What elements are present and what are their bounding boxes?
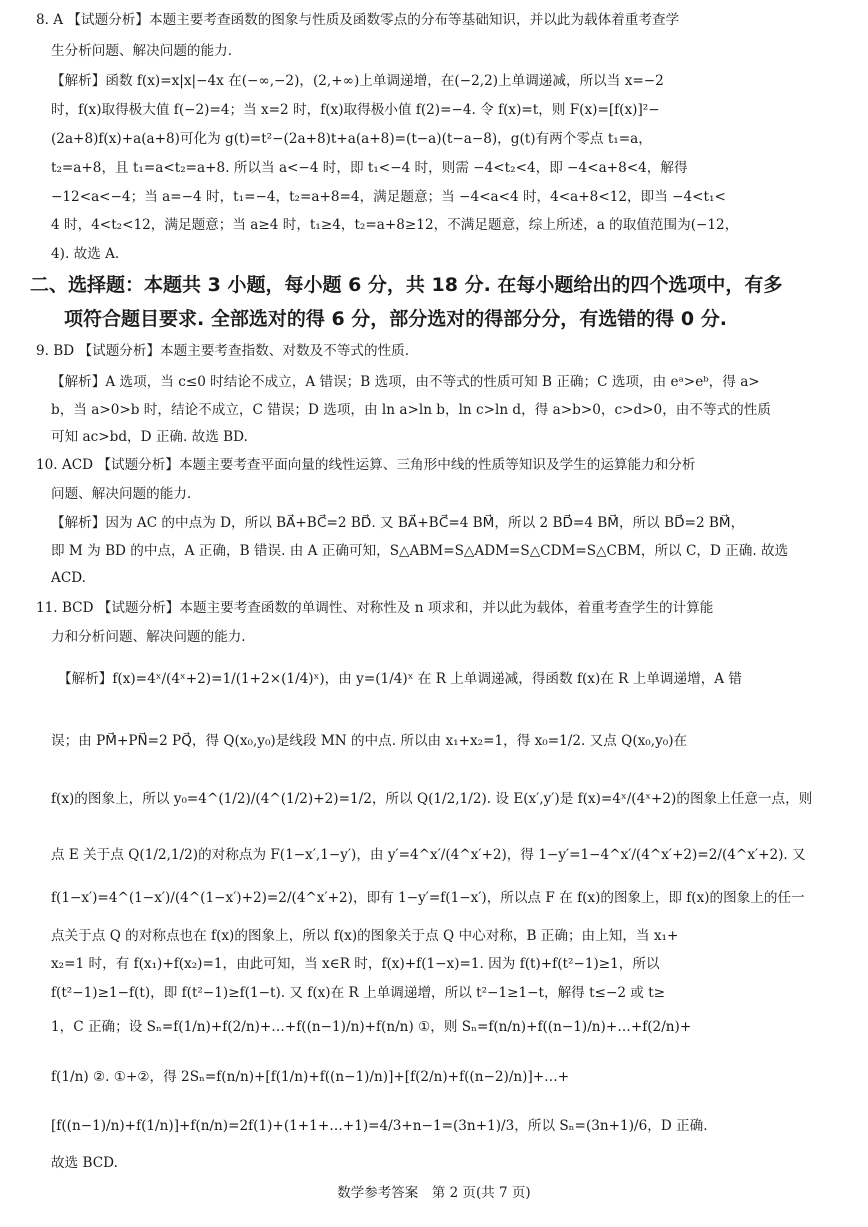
- problem-8-line: 【解析】函数 f(x)=x|x|−4x 在(−∞,−2)，(2,+∞)上单调递增，在(−2,2)上单调递减，所以当 x=−2: [51, 73, 664, 89]
- problem-8-line: 8. A 【试题分析】本题主要考查函数的图象与性质及函数零点的分布等基础知识，并以此为载体着重考查学: [36, 12, 680, 28]
- problem-11-line: f(1/n) ②. ①+②，得 2Sₙ=f(n/n)+[f(1/n)+f((n−1)/n)]+[f(2/n)+f((n−2)/n)]+…+: [51, 1069, 570, 1085]
- problem-11-line: 故选 BCD.: [51, 1155, 118, 1171]
- problem-10-line: 【解析】因为 AC 的中点为 D，所以 BA⃗+BC⃗=2 BD⃗. 又 BA⃗+BC⃗=4 BM⃗，所以 2 BD⃗=4 BM⃗，所以 BD⃗=2 BM⃗，: [51, 515, 745, 531]
- section-heading-line: 二、选择题：本题共 3 小题，每小题 6 分，共 18 分. 在每小题给出的四个选项中，有多: [30, 274, 783, 296]
- problem-11-line: f(t²−1)≥1−f(t)，即 f(t²−1)≥f(1−t). 又 f(x)在 R 上单调递增，所以 t²−1≥1−t，解得 t≤−2 或 t≥: [51, 985, 666, 1001]
- problem-11-line: 力和分析问题、解决问题的能力.: [51, 629, 246, 645]
- problem-8-line: (2a+8)f(x)+a(a+8)可化为 g(t)=t²−(2a+8)t+a(a+8)=(t−a)(t−a−8)，g(t)有两个零点 t₁=a，: [51, 131, 652, 147]
- problem-10-line: 10. ACD 【试题分析】本题主要考查平面向量的线性运算、三角形中线的性质等知识及学生的运算能力和分析: [36, 457, 696, 473]
- problem-10-line: 问题、解决问题的能力.: [51, 486, 192, 502]
- problem-11-line: 误；由 PM⃗+PN⃗=2 PQ⃗，得 Q(x₀,y₀)是线段 MN 的中点. 所以由 x₁+x₂=1，得 x₀=1/2. 又点 Q(x₀,y₀)在: [51, 733, 688, 749]
- page-footer: 数学参考答案 第 2 页(共 7 页): [337, 1185, 531, 1201]
- problem-9-line: 可知 ac>bd，D 正确. 故选 BD.: [51, 429, 248, 445]
- problem-8-line: t₂=a+8，且 t₁=a<t₂=a+8. 所以当 a<−4 时，即 t₁<−4 时，则需 −4<t₂<4，即 −4<a+8<4，解得: [51, 160, 688, 176]
- problem-8-line: 4). 故选 A.: [51, 246, 120, 262]
- problem-8-line: 生分析问题、解决问题的能力.: [51, 43, 233, 59]
- problem-11-line: 1，C 正确；设 Sₙ=f(1/n)+f(2/n)+…+f((n−1)/n)+f(n/n) ①，则 Sₙ=f(n/n)+f((n−1)/n)+…+f(2/n)+: [51, 1019, 692, 1035]
- problem-11-line: 11. BCD 【试题分析】本题主要考查函数的单调性、对称性及 n 项求和，并以此为载体，着重考查学生的计算能: [36, 600, 714, 616]
- problem-10-line: 即 M 为 BD 的中点，A 正确，B 错误. 由 A 正确可知，S△ABM=S△ADM=S△CDM=S△CBM，所以 C，D 正确. 故选: [51, 543, 789, 559]
- problem-8-line: 4 时，4<t₂<12，满足题意；当 a≥4 时，t₁≥4，t₂=a+8≥12，不满足题意，综上所述，a 的取值范围为(−12，: [51, 217, 739, 233]
- problem-11-line: 【解析】f(x)=4ˣ/(4ˣ+2)=1/(1+2×(1/4)ˣ)，由 y=(1/4)ˣ 在 R 上单调递减，得函数 f(x)在 R 上单调递增，A 错: [58, 671, 743, 687]
- problem-11-line: f(x)的图象上，所以 y₀=4^(1/2)/(4^(1/2)+2)=1/2，所以 Q(1/2,1/2). 设 E(x′,y′)是 f(x)=4ˣ/(4ˣ+2)的图象上任意一点，则: [51, 791, 813, 807]
- problem-9-line: 9. BD 【试题分析】本题主要考查指数、对数及不等式的性质.: [36, 343, 410, 359]
- problem-11-line: [f((n−1)/n)+f(1/n)]+f(n/n)=2f(1)+(1+1+…+1)=4/3+n−1=(3n+1)/3，所以 Sₙ=(3n+1)/6，D 正确.: [51, 1118, 708, 1134]
- problem-9-line: 【解析】A 选项，当 c≤0 时结论不成立，A 错误；B 选项，由不等式的性质可知 B 正确；C 选项，由 eᵃ>eᵇ，得 a>: [51, 374, 760, 390]
- problem-8-line: −12<a<−4；当 a=−4 时，t₁=−4，t₂=a+8=4，满足题意；当 −4<a<4 时，4<a+8<12，即当 −4<t₁<: [51, 189, 726, 205]
- problem-8-line: 时，f(x)取得极大值 f(−2)=4；当 x=2 时，f(x)取得极小值 f(2)=−4. 令 f(x)=t，则 F(x)=[f(x)]²−: [51, 102, 660, 118]
- problem-9-line: b，当 a>0>b 时，结论不成立，C 错误；D 选项，由 ln a>ln b，ln c>ln d，得 a>b>0，c>d>0，由不等式的性质: [51, 402, 771, 418]
- problem-11-line: f(1−x′)=4^(1−x′)/(4^(1−x′)+2)=2/(4^x′+2)，即有 1−y′=f(1−x′)，所以点 F 在 f(x)的图象上，即 f(x)的图象上的任一: [51, 890, 805, 906]
- problem-11-line: 点 E 关于点 Q(1/2,1/2)的对称点为 F(1−x′,1−y′)，由 y′=4^x′/(4^x′+2)，得 1−y′=1−4^x′/(4^x′+2)=2/(4^x′+2). 又: [51, 847, 806, 863]
- problem-11-line: 点关于点 Q 的对称点也在 f(x)的图象上，所以 f(x)的图象关于点 Q 中心对称，B 正确；由上知，当 x₁+: [51, 928, 679, 944]
- problem-10-line: ACD.: [51, 570, 86, 586]
- section-heading-line: 项符合题目要求. 全部选对的得 6 分，部分选对的得部分分，有选错的得 0 分.: [64, 308, 727, 330]
- problem-11-line: x₂=1 时，有 f(x₁)+f(x₂)=1，由此可知，当 x∈R 时，f(x)+f(1−x)=1. 因为 f(t)+f(t²−1)≥1，所以: [51, 956, 660, 972]
